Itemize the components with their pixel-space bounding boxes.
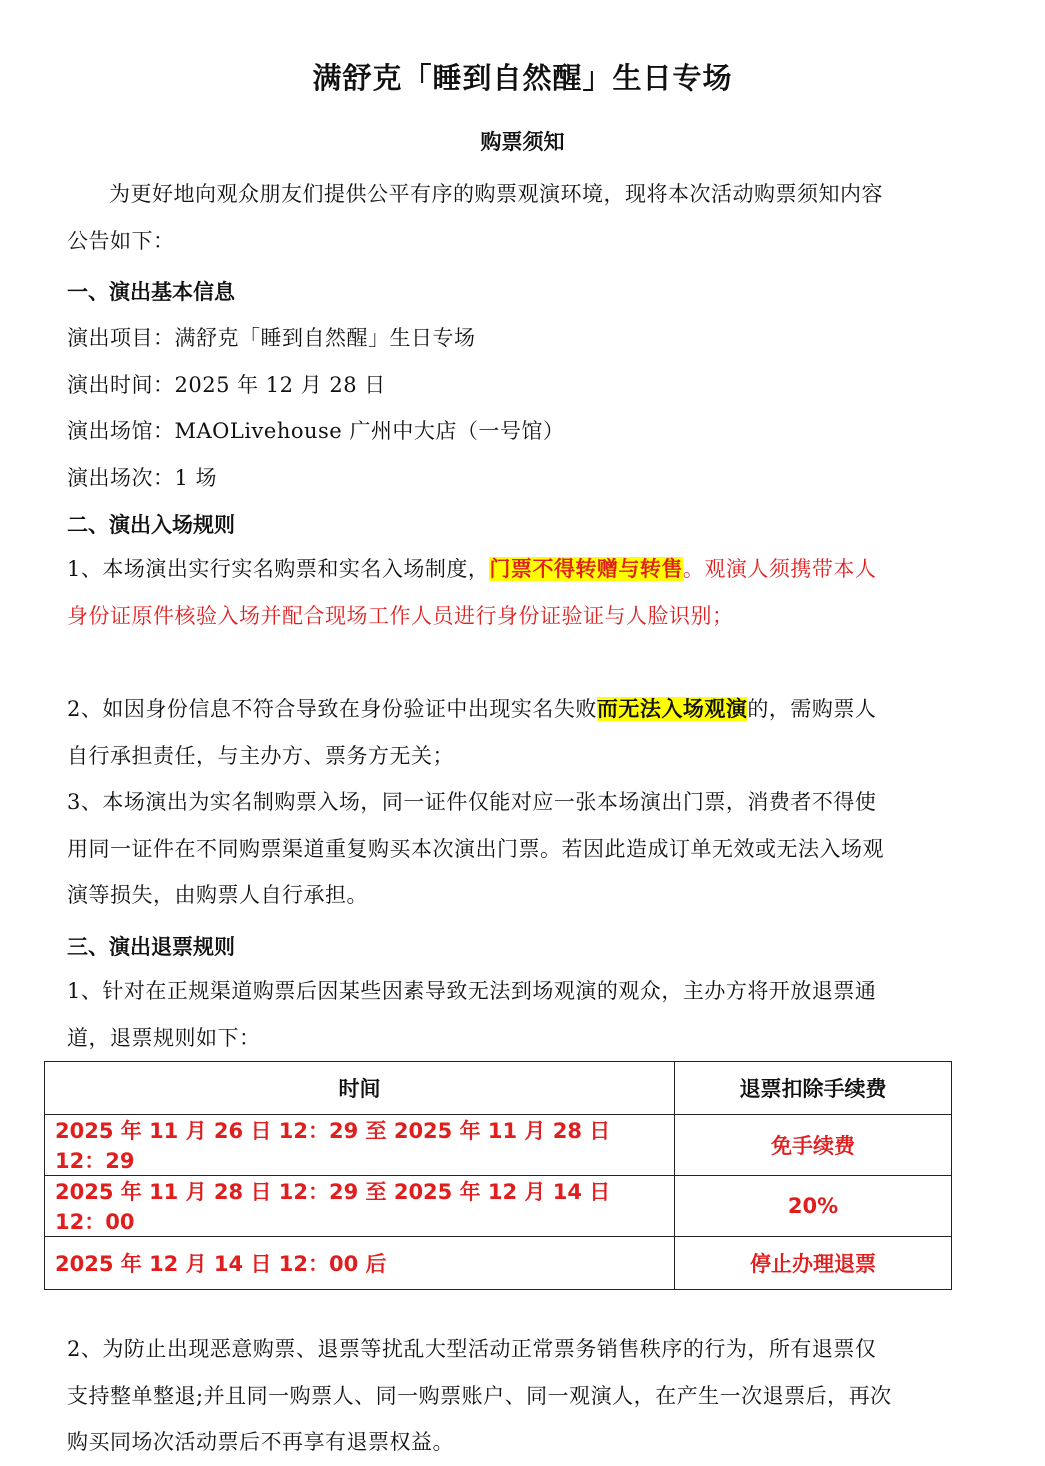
entry-rule-2 [67, 686, 897, 779]
refund-rule-2: 2、为防止出现恶意购票、退票等扰乱大型活动正常票务销售秩序的行为，所有退票仅支持整单整退;并且同一购票人、同一购票账户、同一观演人，在产生一次退票后，再次购买同场次活动票后不再享有退票权益。 [67, 1337, 892, 1454]
section3-heading: 三、演出退票规则 [67, 935, 235, 959]
row-time: 2025 年 11 月 26 日 12：29 至 2025 年 11 月 28 日 12：29 [45, 1115, 675, 1176]
info-sessions: 演出场次：1 场 [67, 466, 218, 490]
table-row [45, 1237, 952, 1290]
intro-paragraph: 为更好地向观众朋友们提供公平有序的购票观演环境，现将本次活动购票须知内容公告如下： [67, 182, 883, 253]
header-fee: 退票扣除手续费 [675, 1062, 952, 1115]
document-subtitle: 购票须知 [480, 130, 565, 154]
entry-rule-1 [67, 546, 897, 639]
no-entry-highlight: 而无法入场观演 [596, 697, 748, 721]
row-time: 2025 年 12 月 14 日 12：00 后 [45, 1237, 675, 1290]
row-fee: 停止办理退票 [675, 1237, 952, 1290]
info-project: 演出项目：满舒克「睡到自然醒」生日专场 [67, 326, 476, 350]
entry-rule-1-prefix: 1、本场演出实行实名购票和实名入场制度， [67, 557, 490, 581]
info-venue: 演出场馆：MAOLivehouse 广州中大店（一号馆） [67, 419, 565, 443]
row-fee: 免手续费 [675, 1115, 952, 1176]
row-time: 2025 年 11 月 28 日 12：29 至 2025 年 12 月 14 日 12：00 [45, 1176, 675, 1237]
info-date: 演出时间：2025 年 12 月 28 日 [67, 373, 386, 397]
row-fee: 20% [675, 1176, 952, 1237]
entry-rule-3: 3、本场演出为实名制购票入场，同一证件仅能对应一张本场演出门票，消费者不得使用同一证件在不同购票渠道重复购买本次演出门票。若因此造成订单无效或无法入场观演等损失，由购票人自行承担。 [67, 790, 884, 907]
entry-rule-2-prefix: 2、如因身份信息不符合导致在身份验证中出现实名失败 [67, 697, 597, 721]
header-time: 时间 [45, 1062, 675, 1115]
section2-heading: 二、演出入场规则 [67, 513, 235, 537]
refund-table [44, 1061, 952, 1290]
refund-table-header [45, 1062, 952, 1115]
no-transfer-highlight: 门票不得转赠与转售 [489, 557, 683, 581]
entry-rule-2-suffix: 的，需购票人自行承担责任，与主办方、票务方无关； [67, 697, 877, 768]
table-row [45, 1115, 952, 1176]
section1-heading: 一、演出基本信息 [67, 280, 235, 304]
refund-rule-1: 1、针对在正规渠道购票后因某些因素导致无法到场观演的观众，主办方将开放退票通道，退票规则如下： [67, 979, 877, 1050]
id-check-warning: 。观演人须携带本人身份证原件核验入场并配合现场工作人员进行身份证验证与人脸识别； [67, 557, 877, 628]
document-title: 满舒克「睡到自然醒」生日专场 [312, 61, 733, 95]
table-row [45, 1176, 952, 1237]
